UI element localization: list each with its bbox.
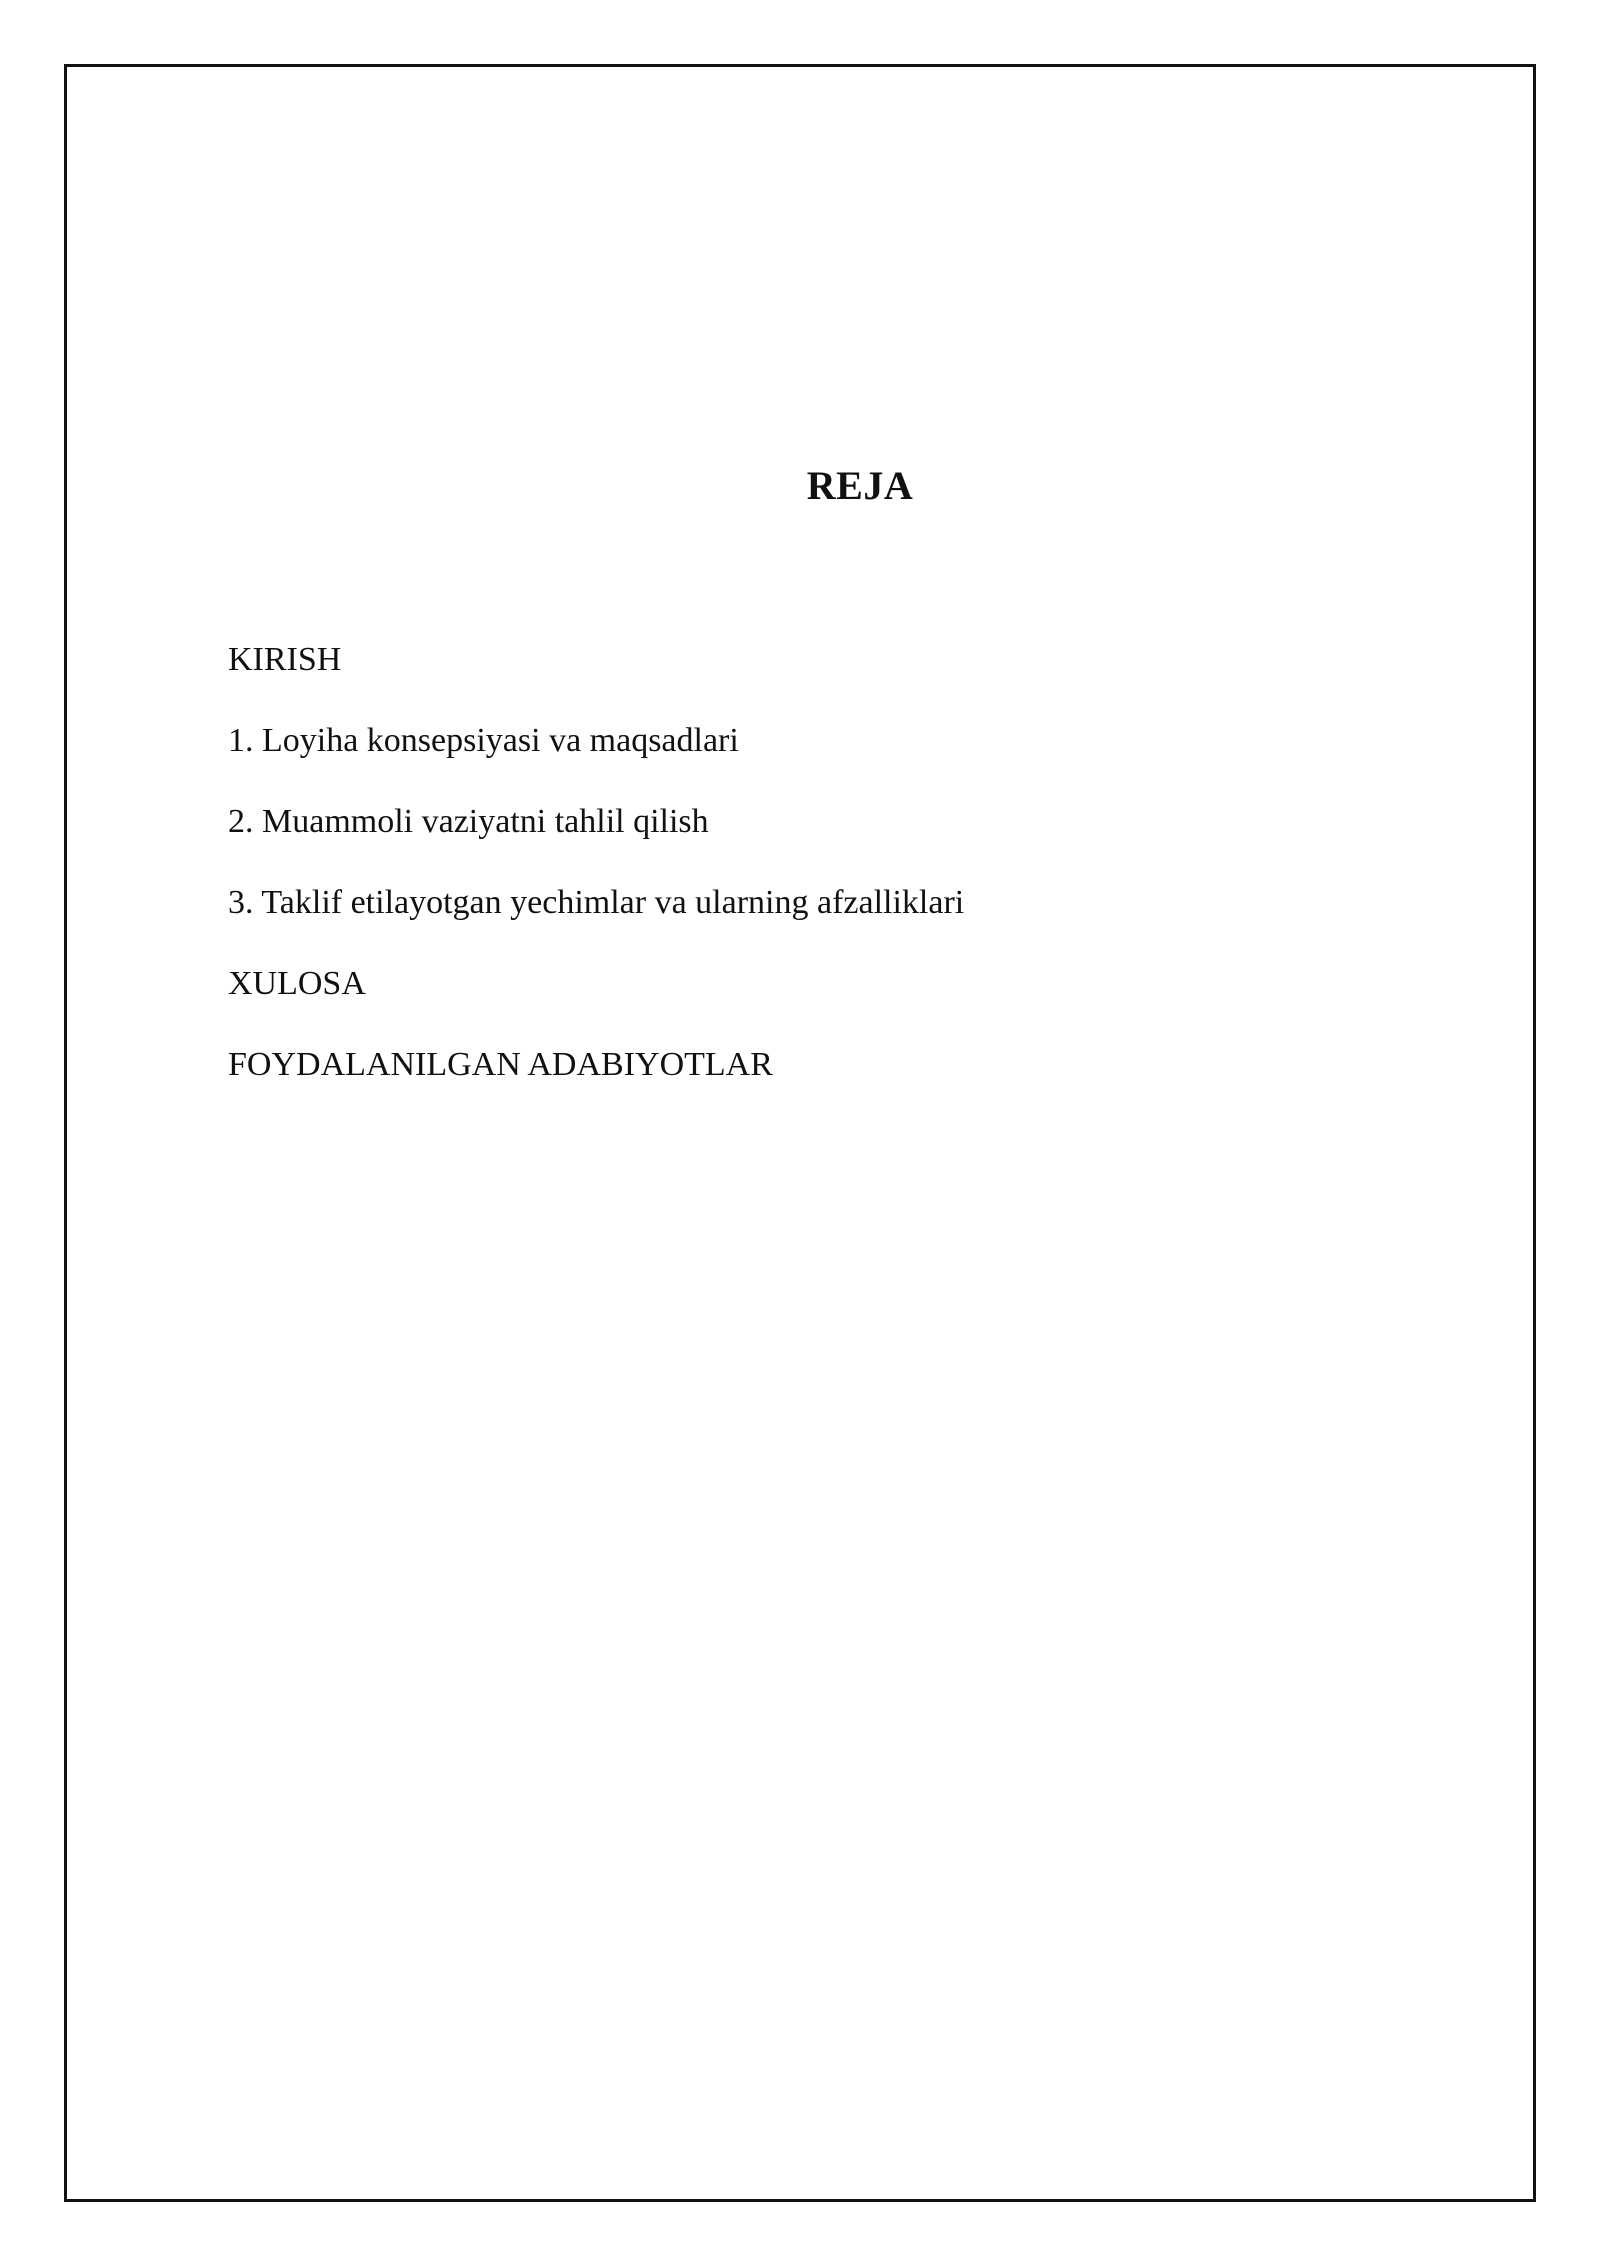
toc-item-section-2: 2. Muammoli vaziyatni tahlil qilish [228, 803, 709, 840]
toc-item-references: FOYDALANILGAN ADABIYOTLAR [228, 1046, 773, 1083]
toc-item-section-3: 3. Taklif etilayotgan yechimlar va ularning afzalliklari [228, 884, 965, 921]
toc-item-introduction: KIRISH [228, 641, 342, 678]
toc-item-conclusion: XULOSA [228, 965, 366, 1002]
page-border [64, 64, 1536, 2202]
toc-item-section-1: 1. Loyiha konsepsiyasi va maqsadlari [228, 722, 739, 759]
table-of-contents [228, 640, 964, 1126]
page-title: REJA [806, 463, 914, 508]
